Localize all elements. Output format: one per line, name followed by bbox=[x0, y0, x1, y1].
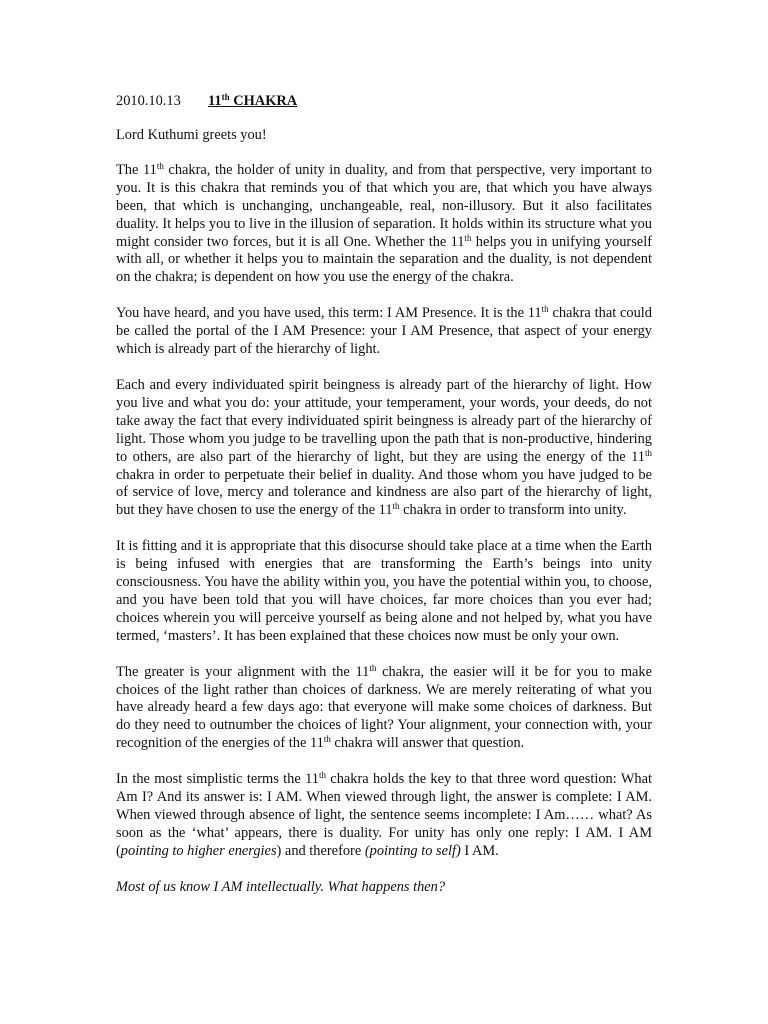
p5-sup: th bbox=[369, 662, 377, 673]
p2-text-a: You have heard, and you have used, this term: I AM Presence. It is the 11 bbox=[116, 305, 542, 322]
title-superscript: th bbox=[221, 92, 230, 102]
p6-italic-1: pointing to higher energies bbox=[120, 842, 277, 859]
p6-text-b: chakra holds the key to that three word question: What Am I? And its answer is: I AM. When viewed through light, the answer is complete: I AM. When viewed through absence of light, the sentence seems incomplete: I Am…… what? As soon as the ‘what’ appears, there is duality. For unity has only one reply: I AM. I AM ( bbox=[116, 771, 652, 859]
p1-text-a: The 11 bbox=[116, 161, 157, 178]
p6-text-a: In the most simplistic terms the 11 bbox=[116, 771, 319, 788]
p3-text-b: chakra in order to perpetuate their belief in duality. And those whom you have judged to be of service of love, mercy and tolerance and kindness are also part of the hierarchy of light, but they have chosen to use the energy of the 11 bbox=[116, 466, 652, 519]
document-title bbox=[208, 93, 297, 109]
paragraph-3 bbox=[116, 377, 652, 520]
document-header bbox=[116, 93, 652, 111]
p6-text-c: ) and therefore bbox=[276, 842, 365, 859]
p3-sup2: th bbox=[392, 501, 400, 512]
title-number: 11 bbox=[208, 93, 222, 109]
p2-text-b: chakra that could be called the portal of the I AM Presence: your I AM Presence, that aspect of your energy which is already part of the hierarchy of light. bbox=[116, 305, 652, 358]
p5-text-a: The greater is your alignment with the 11 bbox=[116, 663, 370, 680]
p3-text-c: chakra in order to transform into unity. bbox=[399, 502, 627, 519]
p6-sup: th bbox=[318, 770, 326, 781]
p5-text-c: chakra will answer that question. bbox=[330, 735, 525, 752]
p6-italic-2: (pointing to self) bbox=[364, 842, 461, 859]
p1-sup: th bbox=[156, 160, 164, 171]
paragraph-2 bbox=[116, 305, 652, 359]
p2-sup: th bbox=[541, 304, 549, 315]
document-page bbox=[116, 93, 652, 915]
p5-text-b: chakra, the easier will it be for you to make choices of the light rather than choices of darkness. We are merely reiterating of what you have already heard a few days ago: that everyone will make some choices of darkness. But do they need to outnumber the choices of light? Your alignment, your connection with, your recognition of the energies of the 11 bbox=[116, 663, 652, 752]
greeting: Lord Kuthumi greets you! bbox=[116, 127, 267, 143]
paragraph-1 bbox=[116, 162, 652, 287]
p3-sup: th bbox=[644, 447, 652, 458]
p6-text-d: I AM. bbox=[460, 842, 499, 859]
p5-sup2: th bbox=[323, 734, 331, 745]
p3-text-a: Each and every individuated spirit beingness is already part of the hierarchy of light. How you live and what you do: your attitude, your temperament, your words, your deeds, do not take away the fact that every individuated spirit beingness is already part of the hierarchy of light. Those whom you judge to be travelling upon the path that is non-productive, hindering to others, are also part of the hierarchy of light, but they are using the energy of the 11 bbox=[116, 376, 652, 465]
p1-text-b: chakra, the holder of unity in duality, and from that perspective, very important to you. It is this chakra that reminds you of that which you are, that which you have always been, that which is unchanging, unchangeable, real, non-illusory. But it also facilitates duality. It helps you to live in the illusion of separation. It holds within its structure what you might consider two forces, but it is all One. Whether the 11 bbox=[116, 161, 653, 250]
document-date: 2010.10.13 bbox=[116, 93, 181, 109]
p1-text-c: helps you in unifying yourself with all, or whether it helps you to maintain the separation and the duality, is not dependent on the chakra; is dependent on how you use the energy of the chakra. bbox=[116, 233, 652, 286]
paragraph-5 bbox=[116, 664, 652, 754]
title-word: CHAKRA bbox=[229, 93, 298, 109]
p1-sup2: th bbox=[464, 232, 472, 243]
paragraph-6 bbox=[116, 771, 652, 861]
paragraph-4: It is fitting and it is appropriate that this disocurse should take place at a time when the Earth is being infused with energies that are transforming the Earth’s beings into unity consciousness. You have the ability within you, you have the potential within you, to choose, and you have been told that you will have choices, far more choices than you ever had; choices wherein you will perceive yourself as being alone and not helped by, what you have termed, ‘masters’. It has been explained that these choices now must be only your own. bbox=[116, 538, 652, 644]
closing-question: Most of us know I AM intellectually. What happens then? bbox=[116, 878, 446, 895]
